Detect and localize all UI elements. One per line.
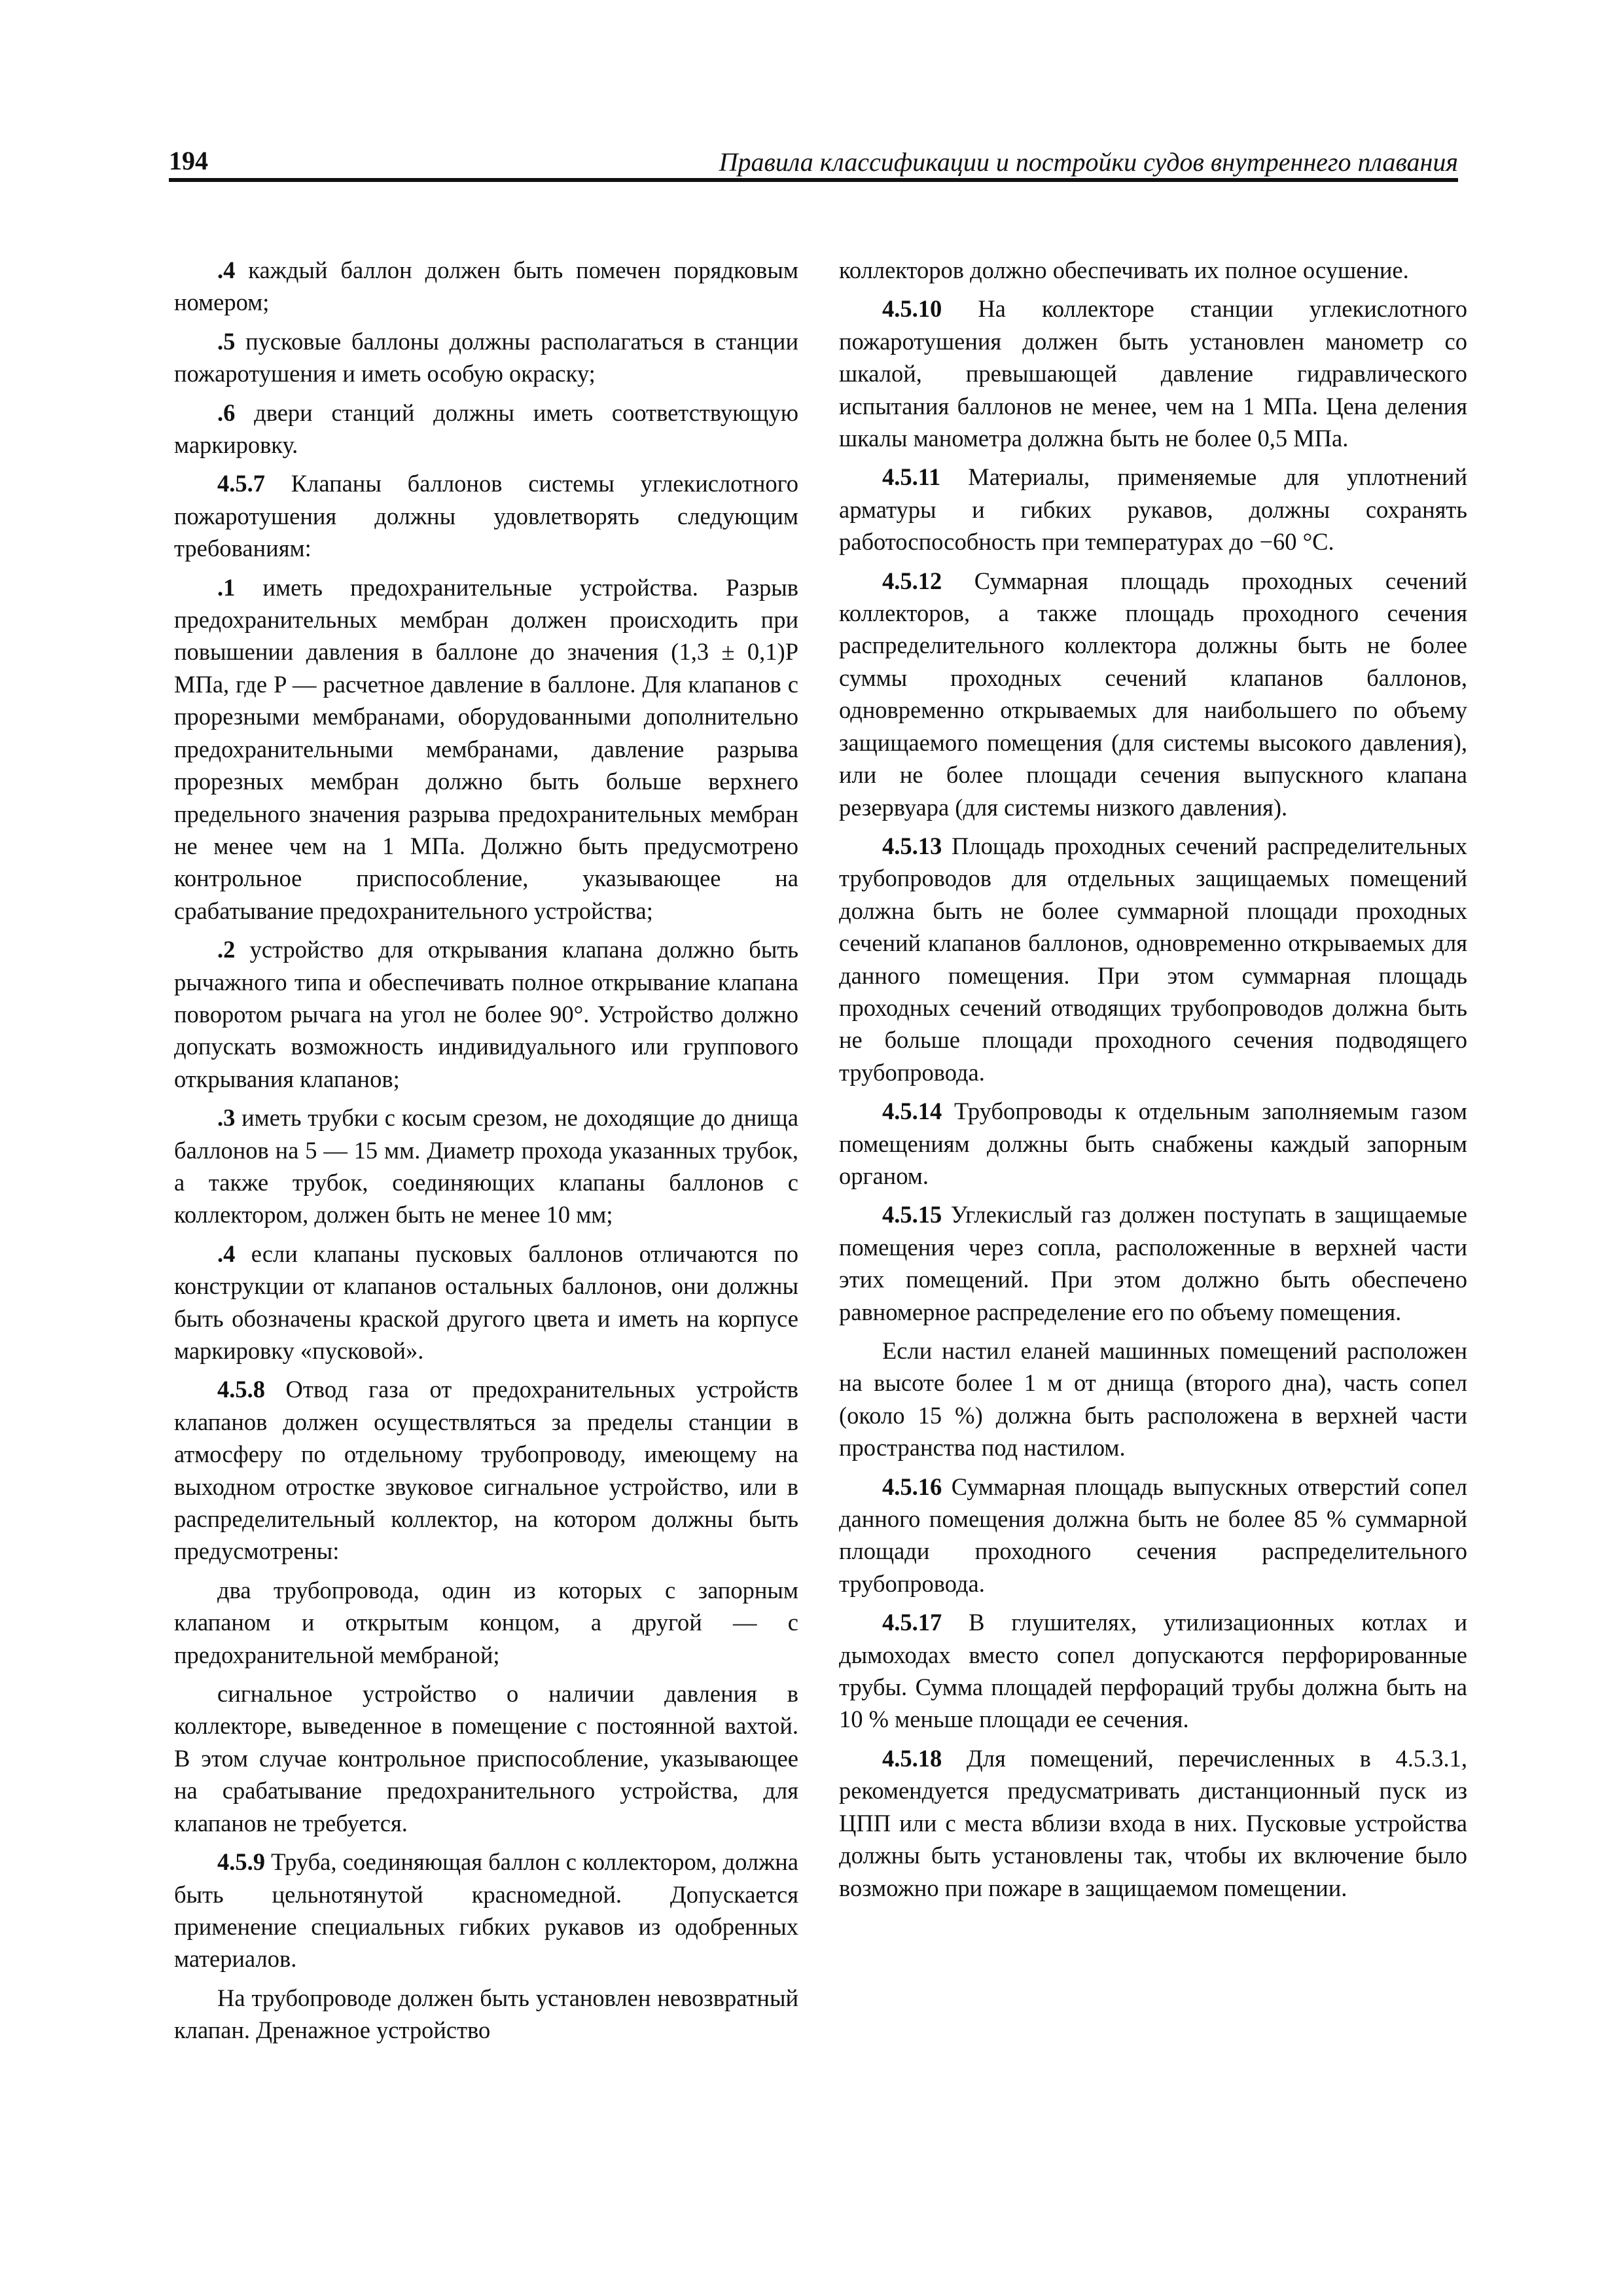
paragraph-text: Если настил еланей машинных помещений расположен на высоте более 1 м от днища (второго дна), часть сопел (около 15 %) должна быть расположена в верхней части пространства под настилом.	[839, 1337, 1467, 1462]
paragraph	[839, 461, 1467, 558]
clause-number: 4.5.10	[882, 295, 942, 323]
clause-number: 4.5.17	[882, 1609, 942, 1636]
clause-number: .1	[217, 573, 236, 601]
paragraph	[174, 571, 798, 927]
clause-number: 4.5.18	[882, 1744, 942, 1772]
clause-number: .6	[217, 399, 236, 426]
clause-number: 4.5.11	[882, 463, 941, 491]
paragraph	[839, 254, 1467, 286]
paragraph	[839, 1335, 1467, 1464]
paragraph-text: сигнальное устройство о наличии давления в коллекторе, выведенное в помещение с постоянной вахтой. В этом случае контрольное приспособление, указывающее на срабатывание предохранительного устройства, для клапанов не требуется.	[174, 1680, 798, 1837]
clause-number: .4	[217, 1240, 236, 1267]
paragraph	[174, 1574, 798, 1671]
paragraph-text: два трубопровода, один из которых с запорным клапаном и открытым концом, а другой — с предохранительной мембраной;	[174, 1576, 798, 1668]
clause-number: .3	[217, 1104, 236, 1132]
clause-number: .5	[217, 327, 236, 355]
paragraph	[839, 1095, 1467, 1192]
paragraph	[839, 830, 1467, 1088]
paragraph	[174, 1373, 798, 1567]
paragraph	[839, 1742, 1467, 1904]
paragraph	[174, 933, 798, 1095]
paragraph-text: Материалы, применяемые для уплотнений арматуры и гибких рукавов, должны сохранять работоспособность при температурах до −60 °С.	[839, 463, 1467, 556]
paragraph	[174, 1238, 798, 1367]
clause-number: 4.5.9	[217, 1848, 265, 1876]
paragraph	[174, 1846, 798, 1975]
right-column	[839, 254, 1467, 1910]
paragraph-text: устройство для открывания клапана должно быть рычажного типа и обеспечивать полное открывание клапана поворотом рычага на угол не более 90°. Устройство должно допускать возможность индивидуального или группового открывания клапанов;	[174, 936, 798, 1092]
clause-number: 4.5.8	[217, 1376, 265, 1403]
paragraph-text: иметь трубки с косым срезом, не доходящие до днища баллонов на 5 — 15 мм. Диаметр прохода указанных трубок, а также трубок, соединяющих клапаны баллонов с коллектором, должен быть не менее 10 мм;	[174, 1104, 798, 1229]
clause-number: 4.5.12	[882, 567, 942, 594]
clause-number: .2	[217, 936, 236, 963]
paragraph	[839, 1471, 1467, 1600]
paragraph	[174, 1677, 798, 1839]
paragraph	[839, 1198, 1467, 1328]
paragraph-text: Углекислый газ должен поступать в защищаемые помещения через сопла, расположенные в верхней части этих помещений. При этом должно быть обеспечено равномерное распределение его по объему помещения.	[839, 1201, 1467, 1325]
paragraph-text: Суммарная площадь проходных сечений коллекторов, а также площадь проходного сечения распределительного коллектора должны быть не более суммы проходных сечений клапанов баллонов, одновременно открываемых для наибольшего по объему защищаемого помещения (для системы высокого давления), или не более площади сечения выпускного клапана резервуара (для системы низкого давления).	[839, 567, 1467, 821]
paragraph	[839, 293, 1467, 454]
paragraph	[174, 254, 798, 319]
paragraph-text: Суммарная площадь выпускных отверстий сопел данного помещения должна быть не более 85 % суммарной площади проходного сечения распределительного трубопровода.	[839, 1473, 1467, 1597]
paragraph	[174, 1102, 798, 1231]
left-column	[174, 254, 798, 2053]
paragraph-text: На трубопроводе должен быть установлен невозвратный клапан. Дренажное устройство	[174, 1984, 798, 2044]
clause-number: 4.5.16	[882, 1473, 942, 1500]
paragraph-text: двери станций должны иметь соответствующую маркировку.	[174, 399, 798, 459]
paragraph	[174, 325, 798, 390]
header-rule	[169, 178, 1458, 182]
paragraph-text: если клапаны пусковых баллонов отличаются по конструкции от клапанов остальных баллонов, они должны быть обозначены краской другого цвета и иметь на корпусе маркировку «пусковой».	[174, 1240, 798, 1364]
paragraph-text: каждый баллон должен быть помечен порядковым номером;	[174, 257, 798, 316]
paragraph-text: коллекторов должно обеспечивать их полное осушение.	[839, 257, 1409, 283]
paragraph	[174, 397, 798, 461]
paragraph	[174, 467, 798, 564]
clause-number: 4.5.15	[882, 1201, 942, 1229]
paragraph-text: Площадь проходных сечений распределительных трубопроводов для отдельных защищаемых помещений должна быть не более суммарной площади проходных сечений клапанов баллонов, одновременно открываемых для данного помещения. При этом суммарная площадь проходных сечений отводящих трубопроводов должна быть не больше площади проходного сечения подводящего трубопровода.	[839, 832, 1467, 1086]
clause-number: 4.5.13	[882, 832, 942, 859]
paragraph-text: Для помещений, перечисленных в 4.5.3.1, рекомендуется предусматривать дистанционный пуск из ЦПП или с места вблизи входа в них. Пусковые устройства должны быть установлены так, чтобы их включение было возможно при пожаре в защищаемом помещении.	[839, 1744, 1467, 1901]
paragraph-text: иметь предохранительные устройства. Разрыв предохранительных мембран должен происходить при повышении давления в баллоне до значения (1,3 ± 0,1)P МПа, где P — расчетное давление в баллоне. Для клапанов с прорезными мембранами, оборудованными дополнительно предохранительными мембранами, давление разрыва прорезных мембран должно быть больше верхнего предельного значения разрыва предохранительных мембран не менее чем на 1 МПа. Должно быть предусмотрено контрольное приспособление, указывающее на срабатывание предохранительного устройства;	[174, 573, 798, 924]
paragraph	[839, 1606, 1467, 1736]
clause-number: 4.5.14	[882, 1098, 942, 1125]
paragraph-text: пусковые баллоны должны располагаться в станции пожаротушения и иметь особую окраску;	[174, 327, 798, 387]
paragraph	[839, 565, 1467, 823]
page-number: 194	[169, 146, 208, 175]
paragraph-text: Отвод газа от предохранительных устройств клапанов должен осуществляться за пределы станции в атмосферу по отдельному трубопроводу, имеющему на выходном отростке звуковое сигнальное устройство, или в распределительный коллектор, на котором должны быть предусмотрены:	[174, 1376, 798, 1565]
running-title: Правила классификации и постройки судов внутреннего плавания	[719, 147, 1458, 177]
paragraph-text: В глушителях, утилизационных котлах и дымоходах вместо сопел допускаются перфорированные трубы. Сумма площадей перфораций трубы должна быть на 10 % меньше площади ее сечения.	[839, 1609, 1467, 1733]
paragraph-text: Клапаны баллонов системы углекислотного пожаротушения должны удовлетворять следующим требованиям:	[174, 470, 798, 562]
paragraph	[174, 1982, 798, 2047]
paragraph-text: Трубопроводы к отдельным заполняемым газом помещениям должны быть снабжены каждый запорным органом.	[839, 1098, 1467, 1189]
clause-number: 4.5.7	[217, 470, 265, 497]
clause-number: .4	[217, 257, 236, 283]
paragraph-text: На коллекторе станции углекислотного пожаротушения должен быть установлен манометр со шкалой, превышающей давление гидравлического испытания баллонов не менее, чем на 1 МПа. Цена деления шкалы манометра должна быть не более 0,5 МПа.	[839, 295, 1467, 452]
paragraph-text: Труба, соединяющая баллон с коллектором, должна быть цельнотянутой красномедной. Допускается применение специальных гибких рукавов из одобренных материалов.	[174, 1848, 798, 1973]
